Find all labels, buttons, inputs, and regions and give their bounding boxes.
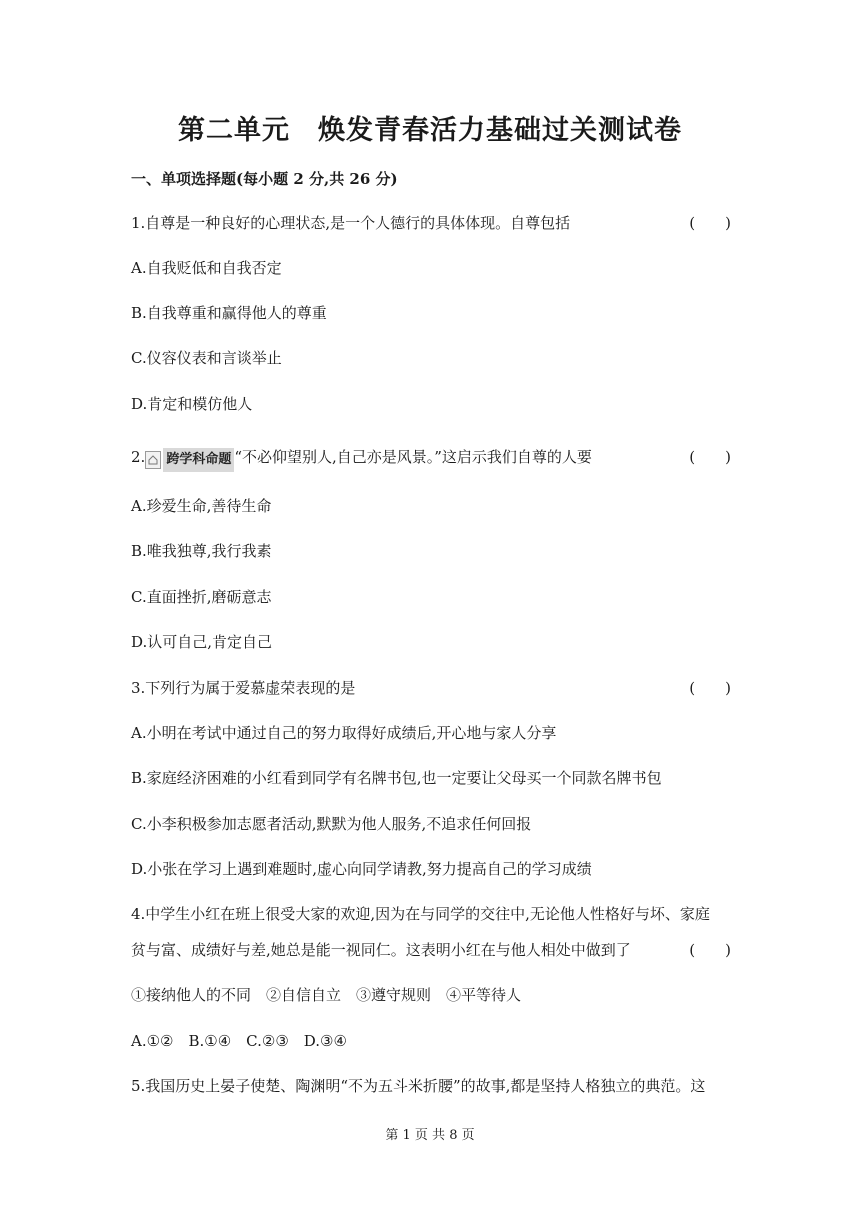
question-5-stem-line-1: 5.我国历史上晏子使楚、陶渊明“不为五斗米折腰”的故事,都是坚持人格独立的典范。这 xyxy=(131,1077,706,1095)
question-3-option-b: B.家庭经济困难的小红看到同学有名牌书包,也一定要让父母买一个同款名牌书包 xyxy=(131,769,662,787)
question-4-stem-line-2: 贫与富、成绩好与差,她总是能一视同仁。这表明小红在与他人相处中做到了 xyxy=(131,941,631,959)
house-icon xyxy=(145,451,161,469)
question-2-stem-line xyxy=(131,446,731,472)
answer-bracket-1: ( ) xyxy=(689,214,731,232)
section-heading: 一、单项选择题(每小题 2 分,共 26 分) xyxy=(131,170,398,188)
question-4-stem-line-1: 4.中学生小红在班上很受大家的欢迎,因为在与同学的交往中,无论他人性格好与坏、家庭 xyxy=(131,905,710,923)
question-4-options: A.①② B.①④ C.②③ D.③④ xyxy=(131,1032,347,1050)
question-2-option-b: B.唯我独尊,我行我素 xyxy=(131,542,272,560)
question-2-option-c: C.直面挫折,磨砺意志 xyxy=(131,588,272,606)
answer-bracket-2: ( ) xyxy=(689,448,731,466)
cross-subject-tag-label: 跨学科命题 xyxy=(163,448,234,472)
question-1-option-a: A.自我贬低和自我否定 xyxy=(131,259,282,277)
question-3-stem: 3.下列行为属于爱慕虚荣表现的是 xyxy=(131,679,356,697)
question-4-items: ①接纳他人的不同 ②自信自立 ③遵守规则 ④平等待人 xyxy=(131,986,522,1004)
page-footer: 第 1 页 共 8 页 xyxy=(385,1128,475,1143)
question-2-option-a: A.珍爱生命,善待生命 xyxy=(131,497,272,515)
question-3-option-a: A.小明在考试中通过自己的努力取得好成绩后,开心地与家人分享 xyxy=(131,724,557,742)
question-2-stem: “不必仰望别人,自己亦是风景。”这启示我们自尊的人要 xyxy=(234,448,592,466)
answer-bracket-4: ( ) xyxy=(689,941,731,959)
question-1-option-d: D.肯定和模仿他人 xyxy=(131,395,253,413)
question-1-stem: 1.自尊是一种良好的心理状态,是一个人德行的具体体现。自尊包括 xyxy=(131,214,571,232)
cross-subject-tag xyxy=(145,448,234,472)
question-3-option-c: C.小李积极参加志愿者活动,默默为他人服务,不追求任何回报 xyxy=(131,815,532,833)
page-title: 第二单元 焕发青春活力基础过关测试卷 xyxy=(178,115,682,146)
question-1-option-c: C.仪容仪表和言谈举止 xyxy=(131,349,282,367)
question-1-option-b: B.自我尊重和赢得他人的尊重 xyxy=(131,304,327,322)
question-2-option-d: D.认可自己,肯定自己 xyxy=(131,633,273,651)
answer-bracket-3: ( ) xyxy=(689,679,731,697)
question-3-option-d: D.小张在学习上遇到难题时,虚心向同学请教,努力提高自己的学习成绩 xyxy=(131,860,592,878)
question-2-number: 2. xyxy=(131,448,146,466)
